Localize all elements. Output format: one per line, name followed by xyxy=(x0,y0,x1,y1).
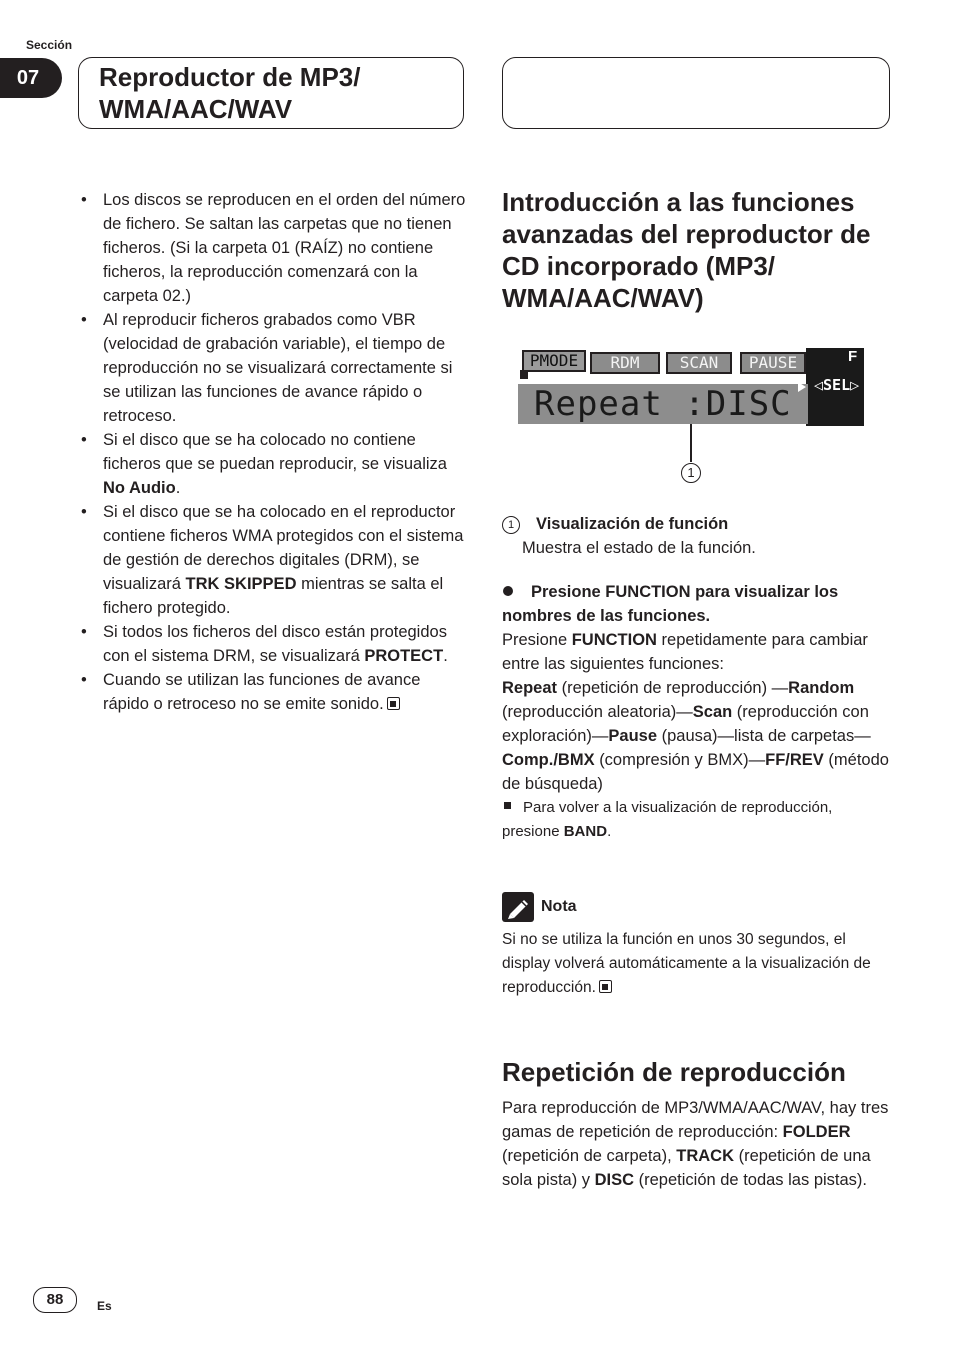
lcd-indicator-dot xyxy=(520,370,528,379)
left-column xyxy=(78,188,466,716)
bullet-text: . xyxy=(443,647,448,665)
bullet-bold: No Audio xyxy=(103,479,176,497)
text-span: (repetición de una sola pista) y xyxy=(502,1147,871,1189)
function-pause: Pause xyxy=(608,727,658,745)
bullet-text: mientras se salta el fichero protegido. xyxy=(103,575,444,617)
repeat-text xyxy=(502,1096,894,1192)
lcd-pause-label: PAUSE xyxy=(740,352,806,374)
note-header xyxy=(502,892,892,922)
list-item xyxy=(78,668,466,716)
bullet-text: Si el disco que se ha colocado no contiene ficheros que se puedan reproducir, se visualiza xyxy=(103,431,447,473)
text-span: . xyxy=(607,823,612,840)
list-item xyxy=(78,188,466,308)
legend-description: Muestra el estado de la función. xyxy=(522,539,756,557)
function-scan: Scan xyxy=(692,703,733,721)
range-disc: DISC xyxy=(594,1171,635,1189)
lcd-sel-text: SEL xyxy=(823,376,851,394)
note-body: Si no se utiliza la función en unos 30 segundos, el display volverá automáticamente a la visualización de reproducción. xyxy=(502,931,871,996)
lcd-pmode-label: PMODE xyxy=(522,350,586,372)
bullet-text: Al reproducir ficheros grabados como VBR (velocidad de grabación variable), el tiempo de reproducción no se visualizará correctamente si se utilizan las funciones de avance rápido o retroceso. xyxy=(103,311,453,425)
bullet-text: Los discos se reproducen en el orden del número de fichero. Se saltan las carpetas que no tienen ficheros. (Si la carpeta 01 (RAÍZ) no contiene ficheros, la reproducción comenzará con la carpeta 02.) xyxy=(103,191,466,305)
end-mark-icon xyxy=(599,980,612,993)
lcd-display xyxy=(518,348,864,426)
language-label: Es xyxy=(97,1299,112,1313)
text-span: (método de búsqueda) xyxy=(502,751,889,793)
end-mark-icon xyxy=(387,697,400,710)
section-number-badge xyxy=(0,58,62,98)
lcd-sel-label: ◁SEL▷ xyxy=(814,376,860,394)
bullet-text: . xyxy=(175,479,181,497)
note-label: Nota xyxy=(541,898,577,915)
bullet-dot-icon xyxy=(503,586,513,596)
page-title-line2: WMA/AAC/WAV xyxy=(99,94,293,124)
list-item xyxy=(78,500,466,620)
range-folder: FOLDER xyxy=(782,1123,851,1141)
bullet-text: Cuando se utilizan las funciones de avance rápido o retroceso no se emite sonido. xyxy=(103,671,421,713)
lcd-main-area xyxy=(518,384,808,424)
lcd-main-text: Repeat :DISC xyxy=(534,384,792,424)
small-square-icon xyxy=(504,802,511,809)
text-span: (reproducción con exploración)— xyxy=(502,703,869,745)
legend-title: Visualización de función xyxy=(536,515,729,533)
function-ff-rev: FF/REV xyxy=(765,751,824,769)
legend-number: 1 xyxy=(502,516,520,534)
text-span: Para volver a la visualización de reproducción, presione xyxy=(502,799,833,840)
text-span: repetidamente para cambiar entre las siguientes funciones: xyxy=(502,631,868,673)
function-comp-bmx: Comp./BMX xyxy=(502,751,595,769)
page-title xyxy=(99,61,459,125)
lcd-rdm-label: RDM xyxy=(590,352,660,374)
band-key-label: BAND xyxy=(563,823,608,840)
return-note xyxy=(502,796,892,844)
text-span: Para reproducción de MP3/WMA/AAC/WAV, hay tres gamas de repetición de reproducción: xyxy=(502,1099,889,1141)
callout-number: 1 xyxy=(681,463,701,483)
header-empty-box xyxy=(502,57,890,129)
callout-line xyxy=(690,424,692,462)
lcd-f-label: F xyxy=(848,348,858,365)
bullet-text: Si todos los ficheros del disco están protegidos con el sistema DRM, se visualizará xyxy=(103,623,447,665)
bullet-bold: TRK SKIPPED xyxy=(185,575,297,593)
intro-heading: Introducción a las funciones avanzadas del reproductor de CD incorporado (MP3/ WMA/AAC/WAV) xyxy=(502,187,871,313)
section-label: Sección xyxy=(26,38,73,52)
function-random: Random xyxy=(788,679,855,697)
repeat-heading: Repetición de reproducción xyxy=(502,1057,846,1087)
page-number: 88 xyxy=(33,1287,77,1313)
note-block xyxy=(502,892,892,1000)
function-repeat: Repeat xyxy=(502,679,558,697)
list-item xyxy=(78,428,466,500)
callout-legend xyxy=(502,512,892,560)
function-key-label: FUNCTION xyxy=(571,631,657,649)
text-span: (reproducción aleatoria)— xyxy=(502,703,693,721)
note-text xyxy=(502,928,892,1000)
lcd-arrow-icon xyxy=(798,382,806,392)
header-title-box xyxy=(78,57,464,129)
instruction-heading-text: Presione FUNCTION para visualizar los nombres de las funciones. xyxy=(502,583,839,625)
text-span: Presione xyxy=(502,631,572,649)
function-instruction xyxy=(502,580,892,844)
text-span: (pausa)—lista de carpetas— xyxy=(661,727,871,745)
text-span: (repetición de reproducción) — xyxy=(557,679,789,697)
pencil-note-icon xyxy=(502,892,534,922)
text-span: (repetición de carpeta), xyxy=(502,1147,677,1165)
bullet-text: Si el disco que se ha colocado en el reproductor contiene ficheros WMA protegidos con el sistema de gestión de derechos digitales (DRM), se visualizará xyxy=(103,503,464,593)
instruction-heading xyxy=(502,580,892,628)
lcd-scan-label: SCAN xyxy=(666,352,732,374)
legend-row xyxy=(502,512,892,536)
function-sequence xyxy=(502,676,892,796)
section-number: 07 xyxy=(16,66,40,89)
text-span: (repetición de todas las pistas). xyxy=(634,1171,867,1189)
list-item xyxy=(78,308,466,428)
range-track: TRACK xyxy=(676,1147,735,1165)
page-title-line1: Reproductor de MP3/ xyxy=(99,62,361,92)
list-item xyxy=(78,620,466,668)
bullet-bold: PROTECT xyxy=(364,647,444,665)
bullet-list xyxy=(78,188,466,716)
instruction-body xyxy=(502,628,892,676)
text-span: (compresión y BMX)— xyxy=(599,751,766,769)
